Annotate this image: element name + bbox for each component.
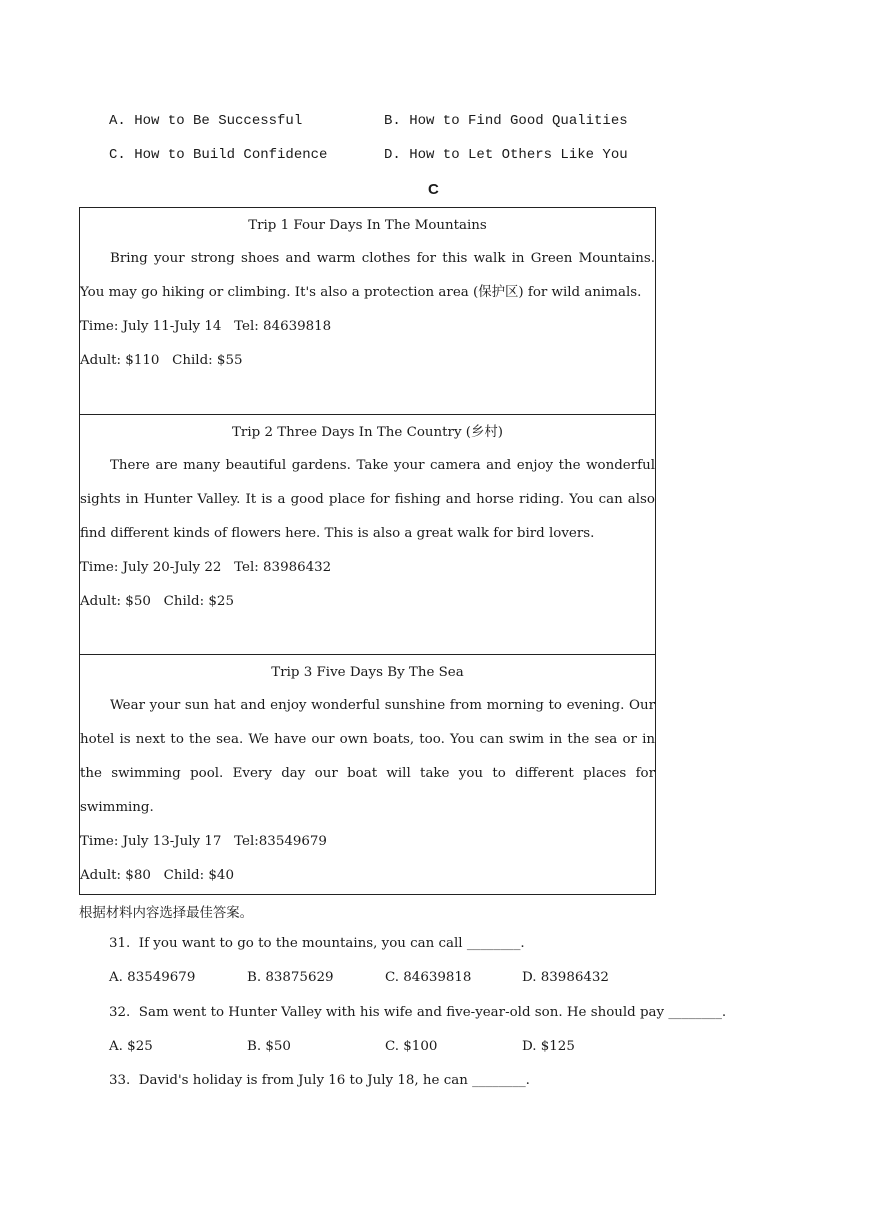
- question-32-option-c: C. $100: [385, 1039, 438, 1054]
- option-a: A. How to Be Successful: [109, 113, 303, 129]
- question-31-option-b: B. 83875629: [247, 970, 334, 985]
- option-d: D. How to Let Others Like You: [384, 147, 628, 163]
- trip-row: [80, 415, 656, 655]
- trip-title: Trip 3 Five Days By The Sea: [271, 665, 464, 680]
- question-31-stem: 31. If you want to go to the mountains, you can call ________.: [109, 936, 525, 951]
- option-b: B. How to Find Good Qualities: [384, 113, 628, 129]
- trip-time: Time: July 11-July 14 Tel: 84639818: [80, 319, 332, 334]
- trip-description: There are many beautiful gardens. Take your camera and enjoy the wonderful sights in Hunter Valley. It is a good place for fishing and horse riding. You can also find different kinds of flowers here. This is also a great walk for bird lovers.: [80, 458, 655, 541]
- trip-time: Time: July 13-July 17 Tel:83549679: [80, 834, 327, 849]
- question-31-option-c: C. 84639818: [385, 970, 472, 985]
- trip-title: Trip 1 Four Days In The Mountains: [248, 218, 487, 233]
- trip-price: Adult: $80 Child: $40: [80, 868, 234, 883]
- question-32-stem: 32. Sam went to Hunter Valley with his wife and five-year-old son. He should pay ________.: [109, 1005, 727, 1020]
- section-heading: C: [428, 181, 439, 198]
- trip-row: [80, 655, 656, 895]
- instruction-text: 根据材料内容选择最佳答案。: [79, 906, 254, 921]
- trip-row: [80, 208, 656, 415]
- trip-cell: [80, 415, 656, 655]
- trip-price: Adult: $110 Child: $55: [80, 353, 243, 368]
- trips-table: [79, 207, 656, 895]
- question-32-option-a: A. $25: [109, 1039, 153, 1054]
- question-32-option-b: B. $50: [247, 1039, 291, 1054]
- trip-description: Bring your strong shoes and warm clothes for this walk in Green Mountains. You may go hiking or climbing. It's also a protection area (保护区) for wild animals.: [80, 251, 655, 300]
- trip-cell: [80, 655, 656, 895]
- trip-title: Trip 2 Three Days In The Country (乡村): [232, 425, 503, 440]
- option-c: C. How to Build Confidence: [109, 147, 328, 163]
- trip-price: Adult: $50 Child: $25: [80, 594, 234, 609]
- question-33-stem: 33. David's holiday is from July 16 to July 18, he can ________.: [109, 1073, 530, 1088]
- trip-time: Time: July 20-July 22 Tel: 83986432: [80, 560, 332, 575]
- trip-cell: [80, 208, 656, 415]
- trip-description: Wear your sun hat and enjoy wonderful sunshine from morning to evening. Our hotel is next to the sea. We have our own boats, too. You can swim in the sea or in the swimming pool. Every day our boat will take you to different places for swimming.: [80, 698, 655, 815]
- question-31-option-d: D. 83986432: [522, 970, 609, 985]
- question-31-option-a: A. 83549679: [109, 970, 196, 985]
- question-32-option-d: D. $125: [522, 1039, 575, 1054]
